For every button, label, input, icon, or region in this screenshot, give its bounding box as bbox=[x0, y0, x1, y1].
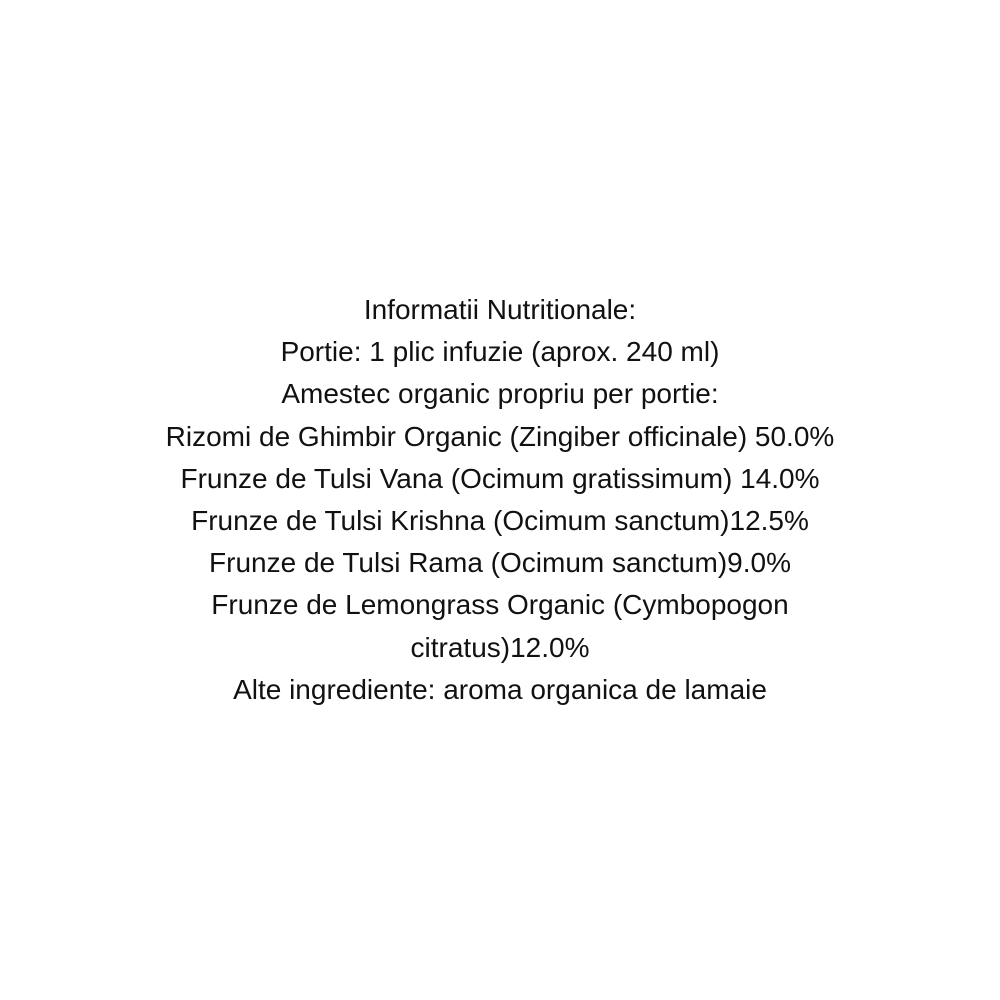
serving-size-line: Portie: 1 plic infuzie (aprox. 240 ml) bbox=[280, 336, 720, 368]
ingredient-tulsi-rama-line: Frunze de Tulsi Rama (Ocimum sanctum)9.0% bbox=[209, 547, 791, 579]
blend-per-serving-line: Amestec organic propriu per portie: bbox=[281, 378, 719, 410]
ingredient-ginger-line: Rizomi de Ghimbir Organic (Zingiber officinale) 50.0% bbox=[165, 420, 835, 452]
ingredient-lemongrass-line: Frunze de Lemongrass Organic (Cymbopogon bbox=[211, 589, 789, 621]
nutrition-info-text bbox=[60, 289, 940, 711]
ingredient-tulsi-krishna-line: Frunze de Tulsi Krishna (Ocimum sanctum)12.5% bbox=[191, 505, 809, 537]
other-ingredients-line: Alte ingrediente: aroma organica de lamaie bbox=[233, 673, 767, 705]
nutrition-info-heading: Informatii Nutritionale: bbox=[363, 294, 637, 325]
ingredient-lemongrass-line-continued: citratus)12.0% bbox=[410, 631, 590, 663]
ingredient-tulsi-vana-line: Frunze de Tulsi Vana (Ocimum gratissimum) 14.0% bbox=[180, 462, 820, 494]
